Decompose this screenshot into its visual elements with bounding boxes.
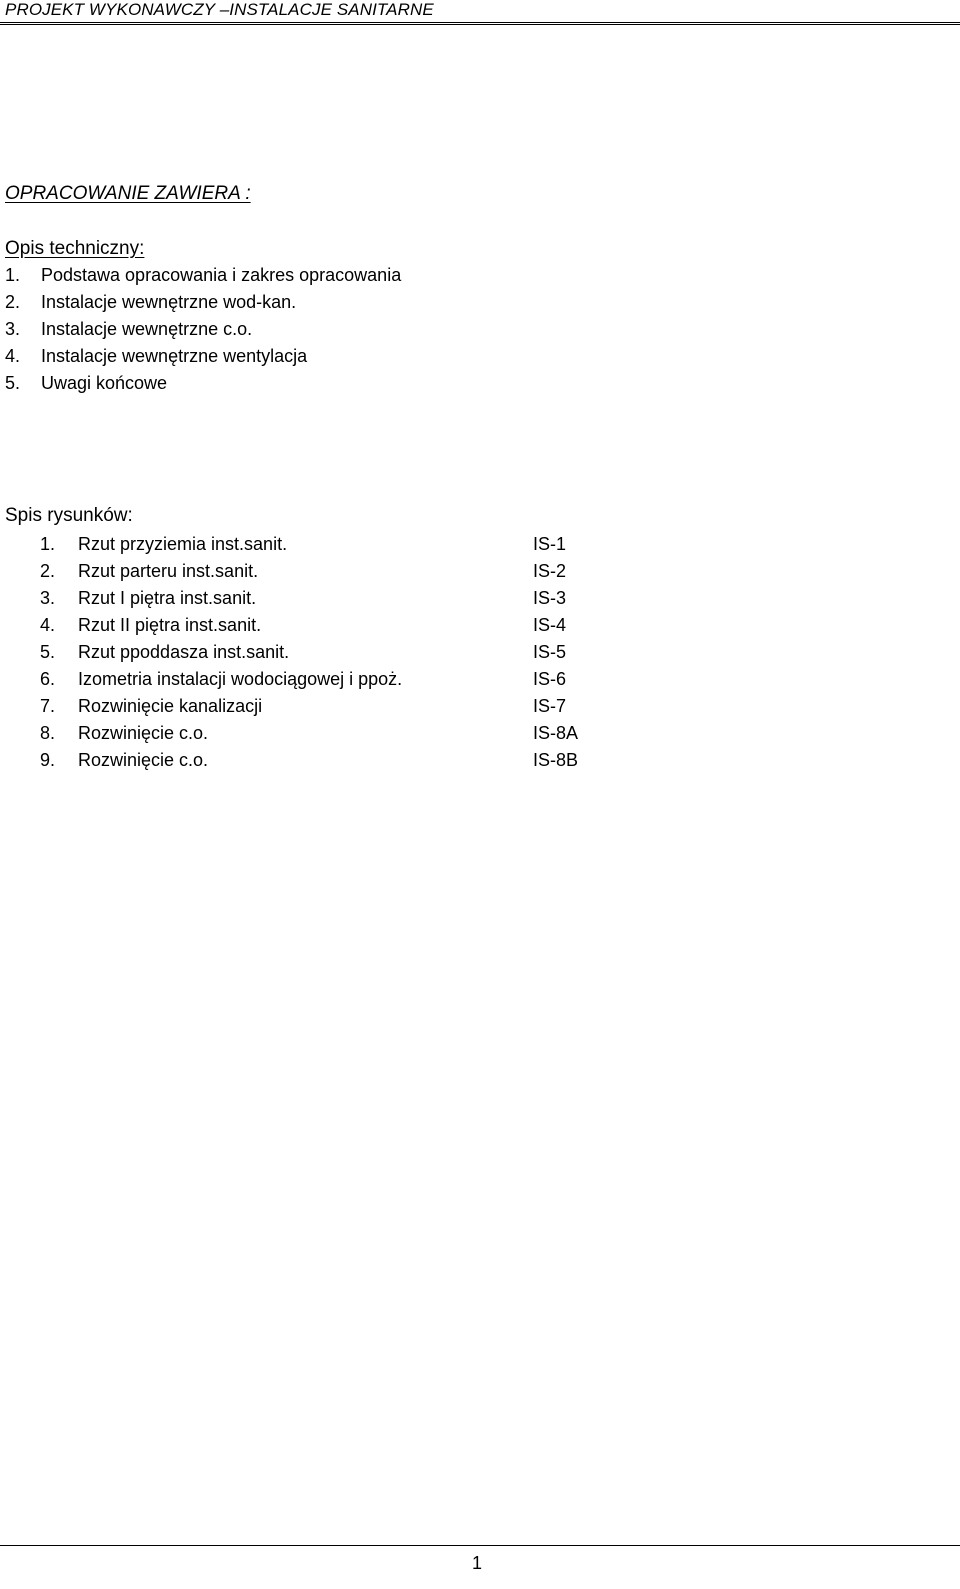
list-item [5,343,401,370]
drawing-number: 3. [40,588,56,608]
drawing-number: 2. [40,561,56,581]
item-number: 5. [5,373,21,393]
item-text: Instalacje wewnętrzne wentylacja [41,346,308,366]
drawing-row [40,693,578,720]
drawing-number: 6. [40,669,56,689]
page-number: 1 [472,1553,483,1573]
list-item [5,370,401,397]
drawing-title: Izometria instalacji wodociągowej i ppoż. [78,669,403,689]
drawing-number: 5. [40,642,56,662]
drawing-code: IS-3 [533,588,567,608]
item-text: Instalacje wewnętrzne c.o. [41,319,253,339]
item-number: 1. [5,265,21,285]
drawing-number: 8. [40,723,56,743]
drawing-title: Rozwinięcie kanalizacji [78,696,263,716]
item-text: Uwagi końcowe [41,373,168,393]
drawing-row [40,666,578,693]
drawing-title: Rzut przyziemia inst.sanit. [78,534,288,554]
item-number: 2. [5,292,21,312]
drawing-title: Rzut ppoddasza inst.sanit. [78,642,290,662]
technical-description-heading: Opis techniczny: [5,238,145,259]
drawing-code: IS-2 [533,561,567,581]
drawing-code: IS-5 [533,642,567,662]
header-double-rule [0,22,960,25]
drawing-row [40,531,578,558]
drawing-row [40,585,578,612]
technical-description-list [5,262,401,397]
drawing-number: 4. [40,615,56,635]
list-item [5,316,401,343]
drawing-number: 7. [40,696,56,716]
drawing-row [40,747,578,774]
drawing-code: IS-1 [533,534,567,554]
drawings-heading: Spis rysunków: [5,505,133,526]
drawing-number: 9. [40,750,56,770]
item-number: 3. [5,319,21,339]
drawing-title: Rzut II piętra inst.sanit. [78,615,262,635]
drawing-title: Rozwinięcie c.o. [78,750,209,770]
contents-heading: OPRACOWANIE ZAWIERA : [5,183,251,204]
item-text: Instalacje wewnętrzne wod-kan. [41,292,297,312]
document-header-title: PROJEKT WYKONAWCZY –INSTALACJE SANITARNE [5,0,434,19]
drawing-row [40,612,578,639]
drawing-number: 1. [40,534,56,554]
footer-rule [0,1545,960,1546]
list-item [5,289,401,316]
drawing-title: Rzut I piętra inst.sanit. [78,588,257,608]
item-text: Podstawa opracowania i zakres opracowania [41,265,402,285]
drawing-title: Rozwinięcie c.o. [78,723,209,743]
drawing-code: IS-8A [533,723,579,743]
drawing-code: IS-6 [533,669,567,689]
drawing-code: IS-8B [533,750,579,770]
drawing-title: Rzut parteru inst.sanit. [78,561,259,581]
drawing-row [40,558,578,585]
drawing-row [40,720,578,747]
item-number: 4. [5,346,21,366]
drawings-list [40,531,578,774]
drawing-row [40,639,578,666]
list-item [5,262,401,289]
drawing-code: IS-7 [533,696,567,716]
drawing-code: IS-4 [533,615,567,635]
